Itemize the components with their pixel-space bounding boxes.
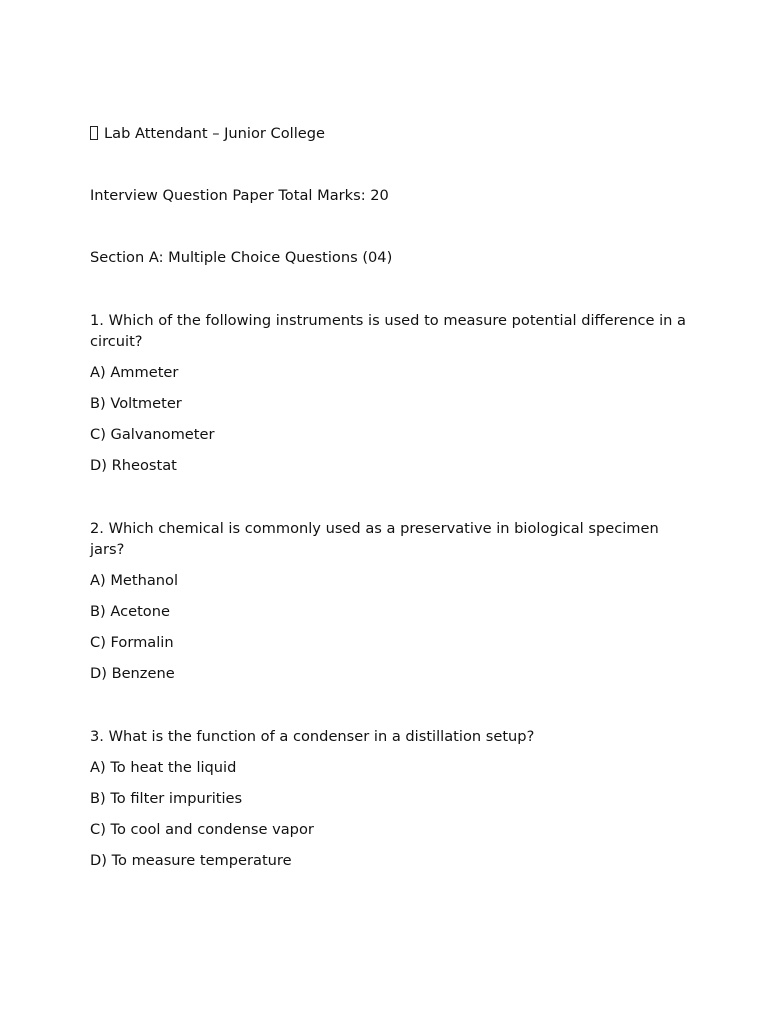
answer-option: D) To measure temperature — [90, 852, 292, 869]
question-block — [90, 310, 690, 476]
answer-option: B) Voltmeter — [90, 395, 182, 412]
answer-option: A) To heat the liquid — [90, 759, 237, 776]
section-heading: Section A: Multiple Choice Questions (04) — [90, 249, 393, 266]
question-text: 1. Which of the following instruments is used to measure potential difference in a circuit? — [90, 312, 686, 350]
question-block — [90, 726, 690, 871]
question-text: 3. What is the function of a condenser in a distillation setup? — [90, 728, 535, 745]
document-page — [90, 124, 690, 871]
answer-option: C) Galvanometer — [90, 426, 215, 443]
document-title-text: Lab Attendant – Junior College — [104, 125, 326, 142]
document-title — [90, 124, 690, 144]
answer-option: D) Benzene — [90, 665, 175, 682]
answer-option: A) Ammeter — [90, 364, 179, 381]
answer-option: B) To filter impurities — [90, 790, 243, 807]
answer-option: A) Methanol — [90, 572, 179, 589]
answer-option: D) Rheostat — [90, 457, 177, 474]
question-text: 2. Which chemical is commonly used as a preservative in biological specimen jars? — [90, 520, 659, 558]
answer-option: C) Formalin — [90, 634, 174, 651]
box-glyph-icon — [90, 126, 98, 140]
question-block — [90, 518, 690, 684]
answer-option: B) Acetone — [90, 603, 170, 620]
paper-subtitle: Interview Question Paper Total Marks: 20 — [90, 187, 389, 204]
answer-option: C) To cool and condense vapor — [90, 821, 314, 838]
